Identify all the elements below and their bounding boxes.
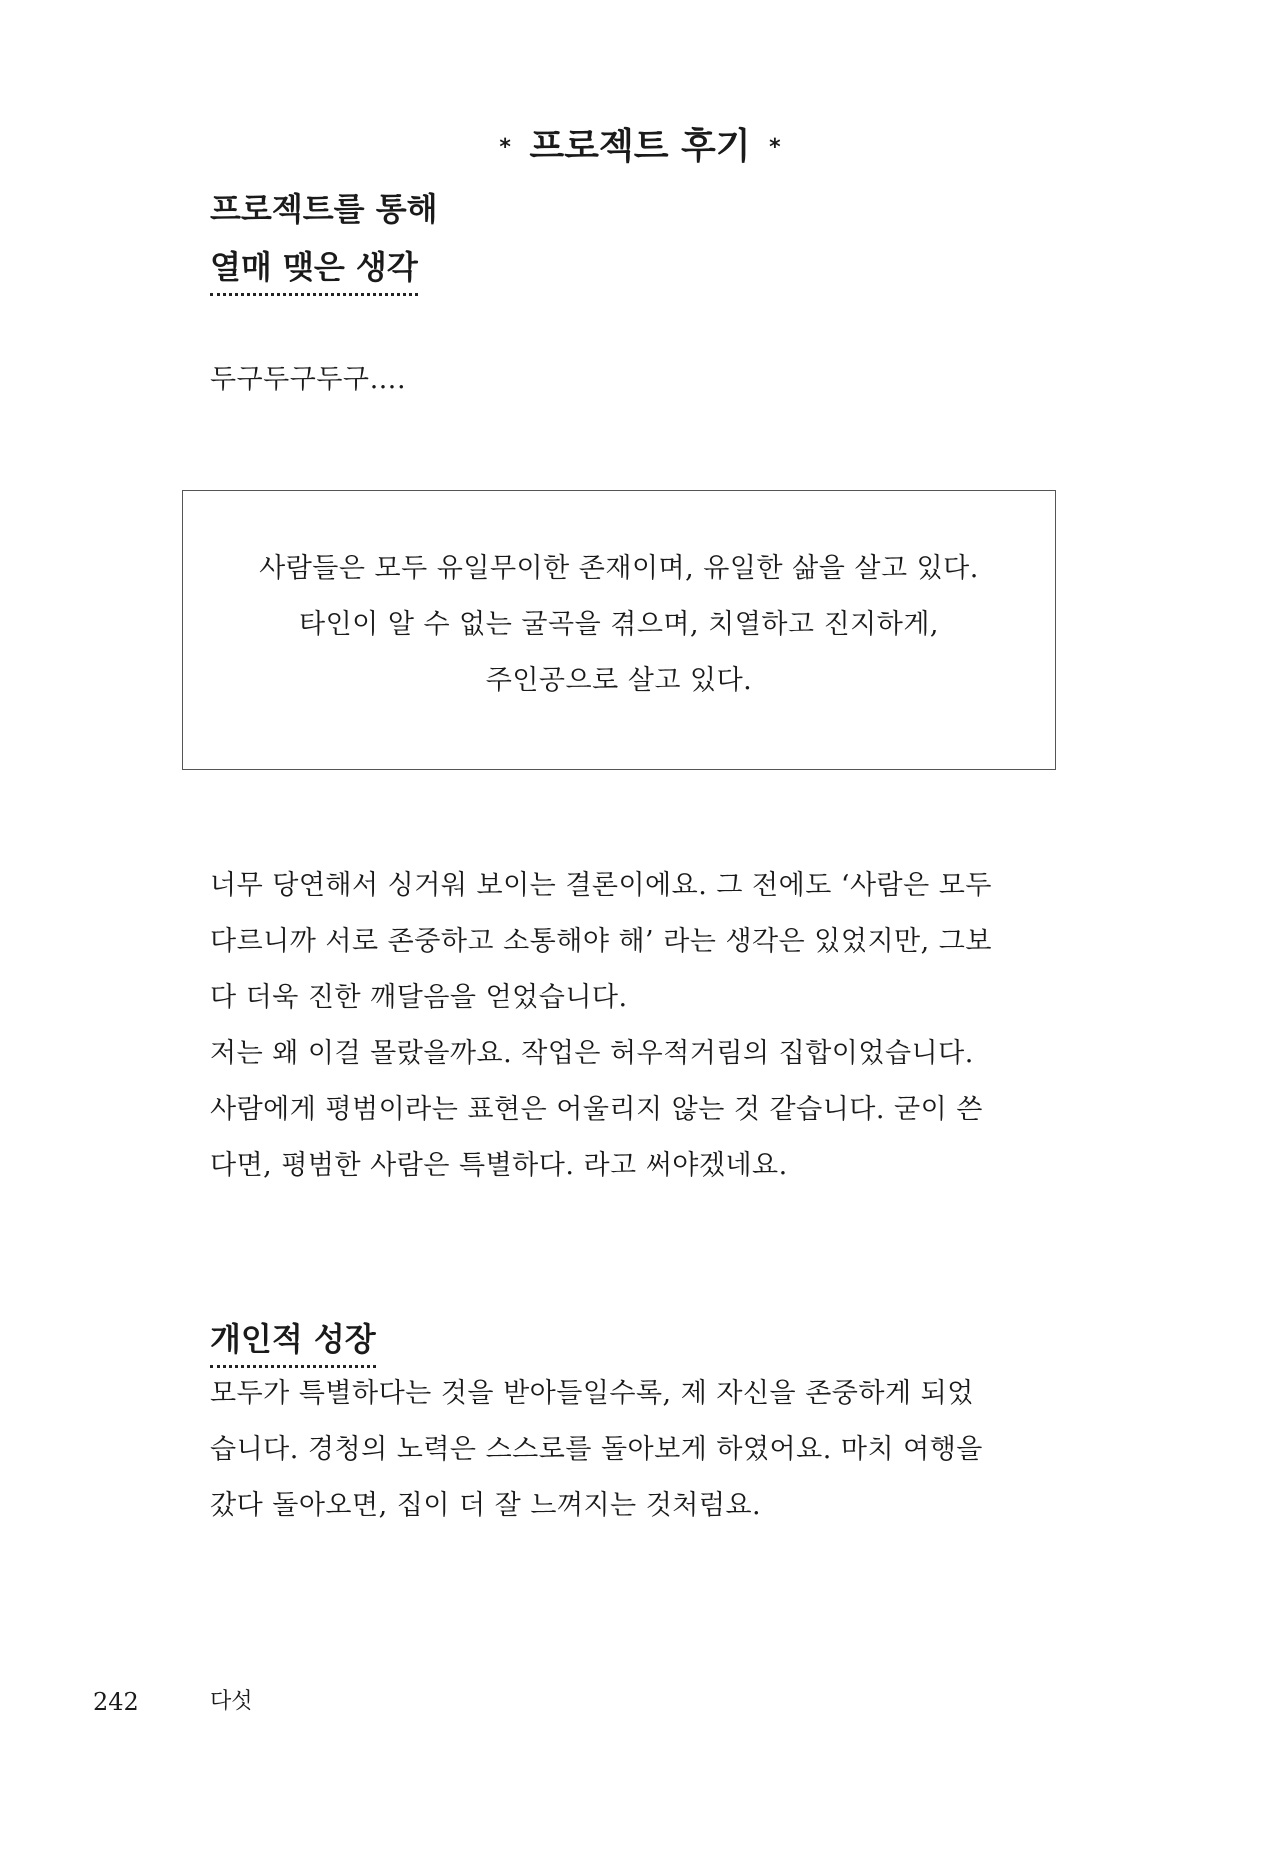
paragraph-line: 갔다 돌아오면, 집이 더 잘 느껴지는 것처럼요. <box>210 1490 762 1521</box>
section-heading-1 <box>210 180 438 296</box>
paragraph-2 <box>210 1366 1030 1534</box>
paragraph-line: 다면, 평범한 사람은 특별하다. 라고 써야겠네요. <box>210 1150 788 1181</box>
paragraph-line: 너무 당연해서 싱거워 보이는 결론이에요. 그 전에도 ‘사람은 모두 <box>210 870 992 901</box>
quote-line: 사람들은 모두 유일무이한 존재이며, 유일한 삶을 살고 있다. <box>259 553 979 584</box>
section-heading-1-line2: 열매 맺은 생각 <box>210 243 418 296</box>
paragraph-line: 사람에게 평범이라는 표현은 어울리지 않는 것 같습니다. 굳이 쓴 <box>210 1094 983 1125</box>
paragraph-1 <box>210 858 1030 1194</box>
section-heading-1-line1: 프로젝트를 통해 <box>210 190 438 228</box>
paragraph-line: 다 더욱 진한 깨달음을 얻었습니다. <box>210 982 628 1013</box>
quote-text <box>183 541 1055 709</box>
section-heading-2 <box>210 1310 376 1368</box>
paragraph-line: 습니다. 경청의 노력은 스스로를 돌아보게 하였어요. 마치 여행을 <box>210 1434 983 1465</box>
paragraph-line: 저는 왜 이걸 몰랐을까요. 작업은 허우적거림의 집합이었습니다. <box>210 1038 974 1069</box>
page-title-text: 프로젝트 후기 <box>529 126 751 167</box>
quote-line: 주인공으로 살고 있다. <box>485 665 753 696</box>
quote-line: 타인이 알 수 없는 굴곡을 겪으며, 치열하고 진지하게, <box>299 609 939 640</box>
paragraph-line: 모두가 특별하다는 것을 받아들일수록, 제 자신을 존중하게 되었 <box>210 1378 974 1409</box>
quote-box <box>182 490 1056 770</box>
chapter-label: 다섯 <box>210 1689 253 1714</box>
page-number: 242 <box>93 1688 139 1716</box>
section-heading-2-text: 개인적 성장 <box>210 1315 376 1368</box>
star-right-icon: * <box>769 135 781 160</box>
paragraph-line: 다르니까 서로 존중하고 소통해야 해’ 라는 생각은 있었지만, 그보 <box>210 926 992 957</box>
star-left-icon: * <box>499 135 511 160</box>
page-title <box>0 122 1280 173</box>
intro-text: 두구두구두구…. <box>210 364 407 395</box>
